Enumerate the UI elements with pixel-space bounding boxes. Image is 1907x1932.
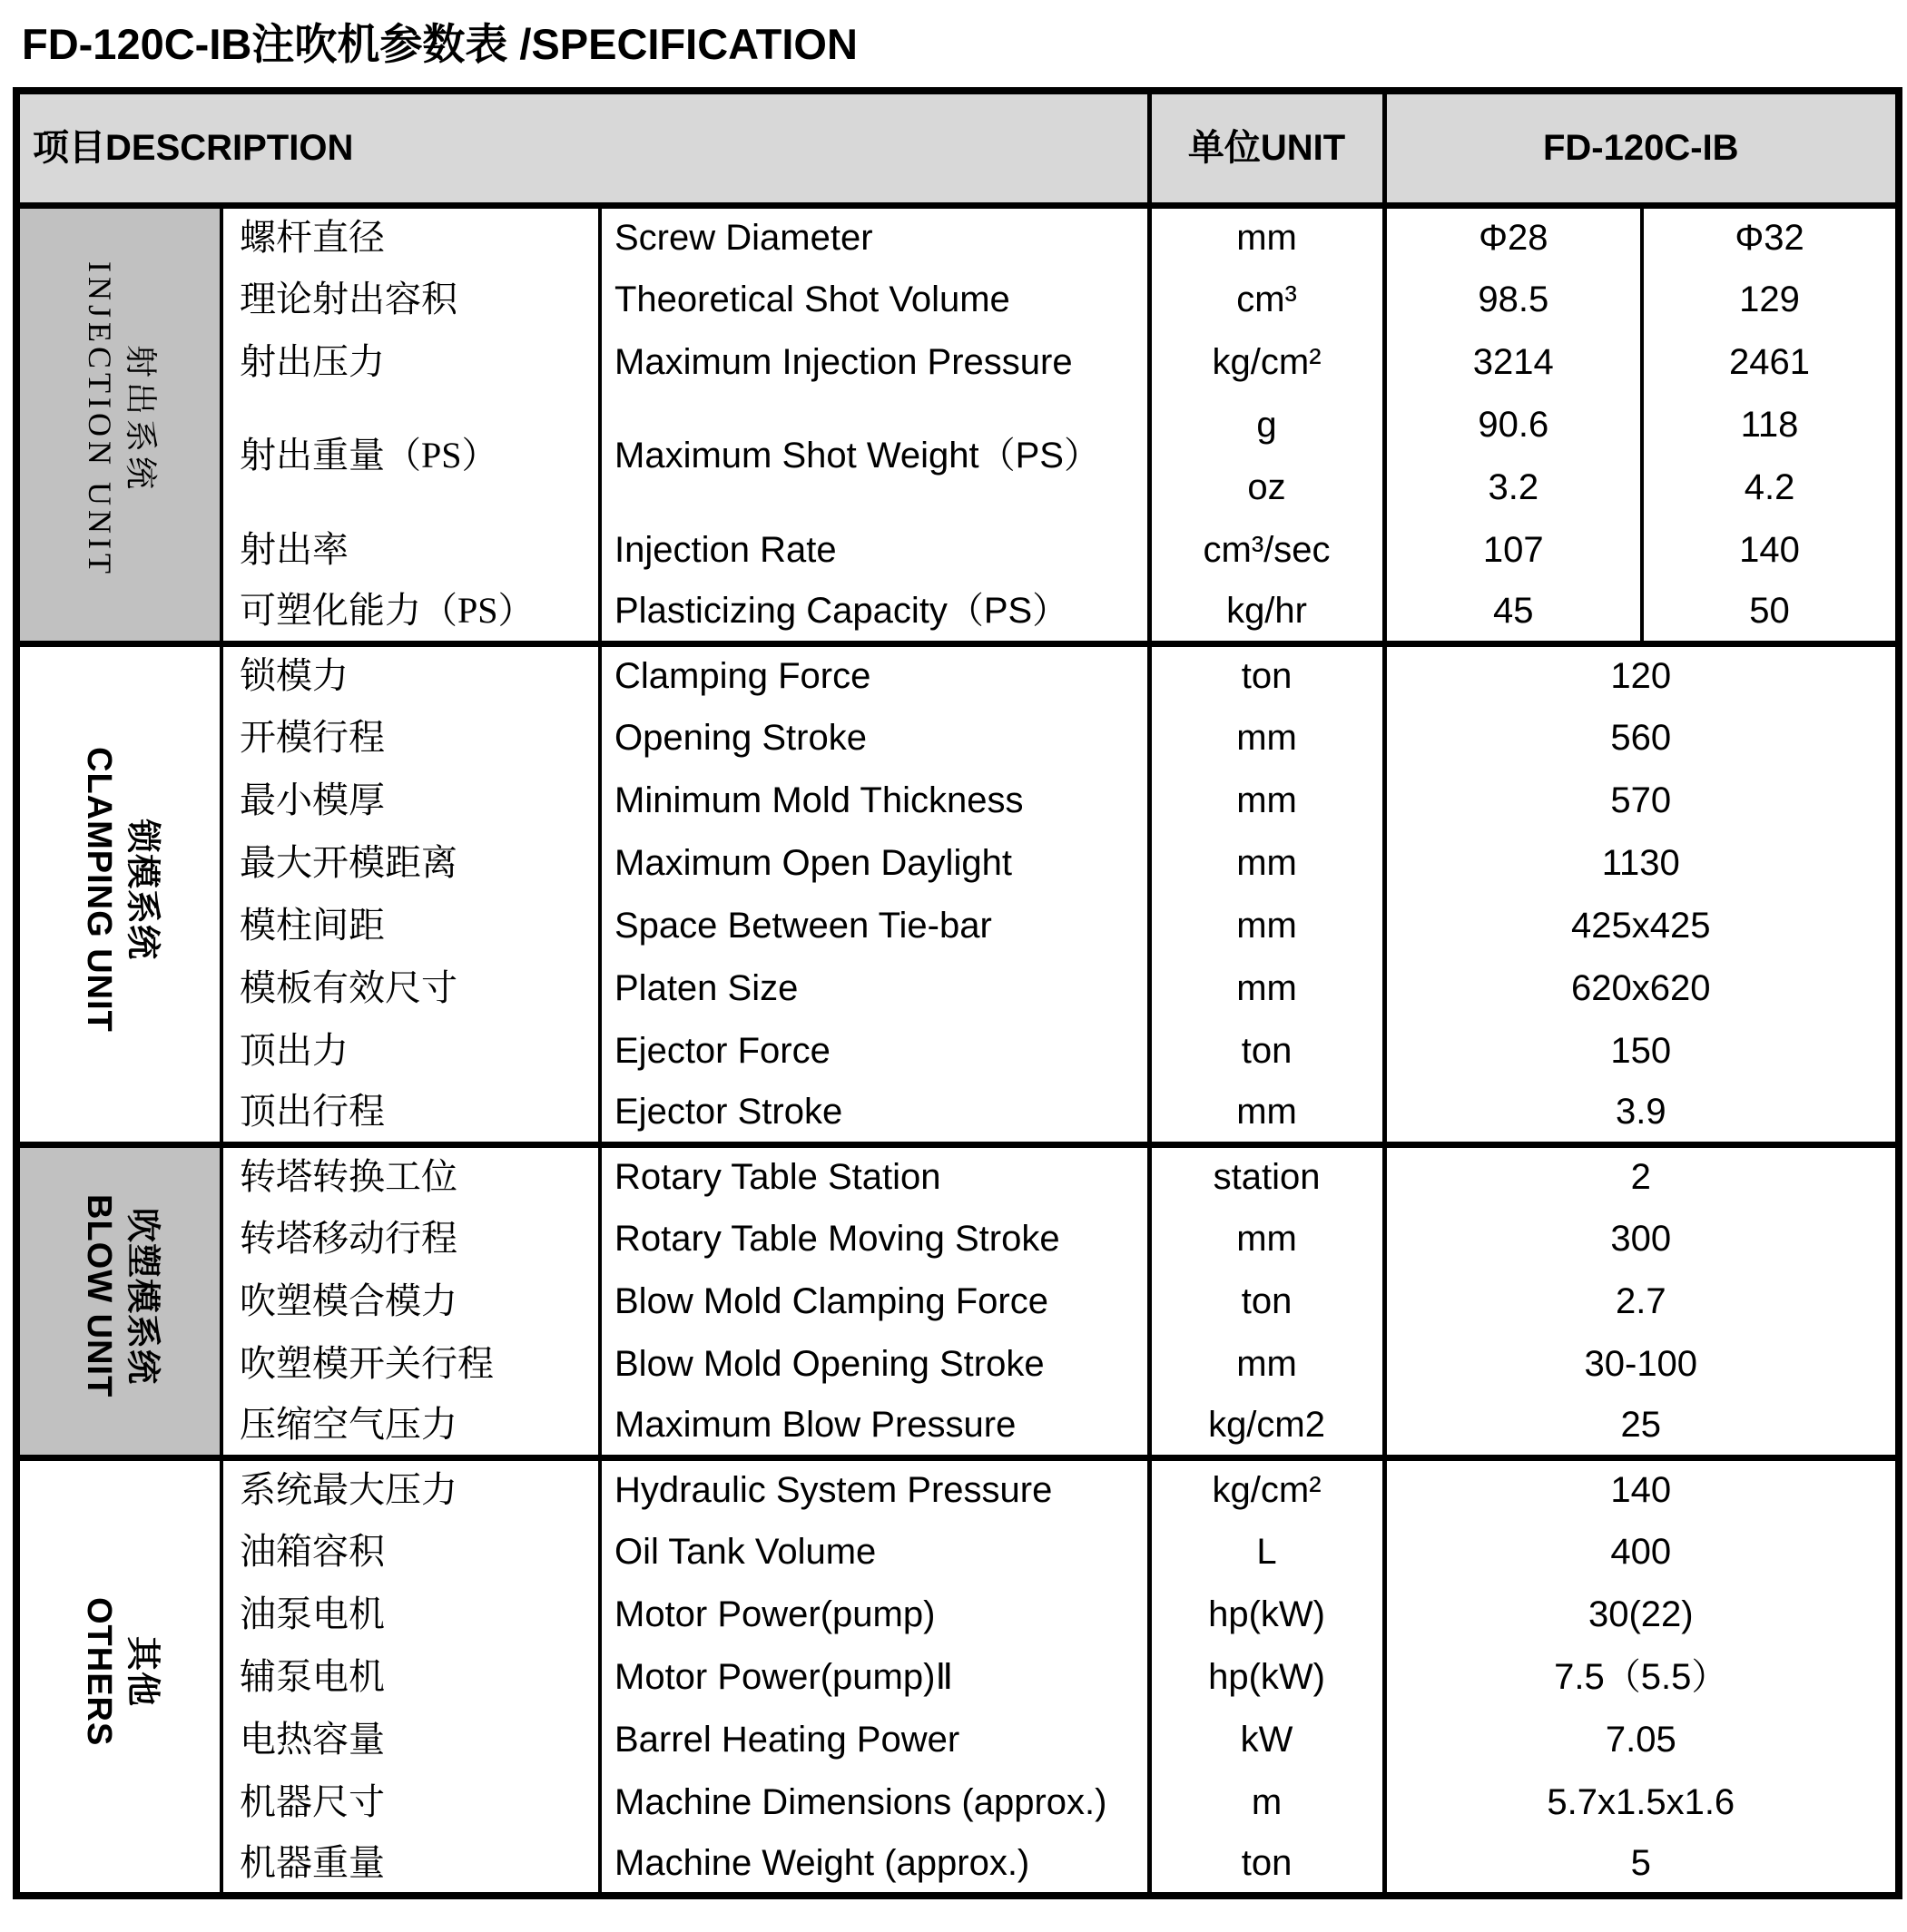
value-cell: 7.05: [1384, 1708, 1899, 1770]
desc-cn-cell: 压缩空气压力: [221, 1395, 600, 1457]
value-cell-28: 107: [1384, 518, 1642, 581]
desc-en-cell: Ejector Force: [600, 1019, 1149, 1082]
table-row: [16, 1645, 1899, 1708]
table-row: [16, 894, 1899, 956]
desc-cn-cell: 锁模力: [221, 643, 600, 706]
unit-cell: hp(kW): [1149, 1645, 1384, 1708]
desc-en-cell: Maximum Injection Pressure: [600, 330, 1149, 393]
desc-cn-cell: 机器尺寸: [221, 1770, 600, 1833]
table-row: [16, 205, 1899, 268]
value-cell: 5: [1384, 1833, 1899, 1896]
section-label-cn: 其他: [123, 1636, 162, 1708]
desc-cn-cell: 油箱容积: [221, 1520, 600, 1583]
desc-en-cell: Motor Power(pump)Ⅱ: [600, 1645, 1149, 1708]
value-cell: 150: [1384, 1019, 1899, 1082]
value-cell-32: 140: [1642, 518, 1899, 581]
desc-cn-cell: 射出重量（PS）: [221, 393, 600, 518]
value-cell-32: Φ32: [1642, 205, 1899, 268]
unit-cell: mm: [1149, 956, 1384, 1019]
desc-en-cell: Maximum Open Daylight: [600, 831, 1149, 894]
desc-en-cell: Hydraulic System Pressure: [600, 1457, 1149, 1520]
desc-en-cell: Machine Weight (approx.): [600, 1833, 1149, 1896]
unit-cell: oz: [1149, 456, 1384, 518]
desc-en-cell: Platen Size: [600, 956, 1149, 1019]
desc-cn-cell: 可塑化能力（PS）: [221, 581, 600, 643]
table-row: [16, 1457, 1899, 1520]
section-label-cn: 射出系统: [123, 345, 159, 495]
value-cell: 2.7: [1384, 1270, 1899, 1332]
desc-cn-cell: 转塔转换工位: [221, 1144, 600, 1207]
desc-cn-cell: 油泵电机: [221, 1583, 600, 1645]
value-cell-32: 50: [1642, 581, 1899, 643]
value-cell-28: 45: [1384, 581, 1642, 643]
desc-cn-cell: 顶出力: [221, 1019, 600, 1082]
table-row: [16, 956, 1899, 1019]
value-cell: 570: [1384, 769, 1899, 831]
header-description: 项目DESCRIPTION: [16, 91, 1149, 205]
desc-en-cell: Oil Tank Volume: [600, 1520, 1149, 1583]
header-unit: 单位UNIT: [1149, 91, 1384, 205]
section-label-vertical-text: [77, 1194, 163, 1398]
desc-en-cell: Injection Rate: [600, 518, 1149, 581]
desc-cn-cell: 电热容量: [221, 1708, 600, 1770]
unit-cell: kg/cm²: [1149, 330, 1384, 393]
section-label-others: [16, 1457, 221, 1896]
table-row: [16, 1583, 1899, 1645]
table-row: [16, 330, 1899, 393]
desc-cn-cell: 理论射出容积: [221, 268, 600, 330]
section-label-blow-unit: [16, 1144, 221, 1457]
value-cell: 560: [1384, 706, 1899, 769]
section-label-clamping-unit: [16, 643, 221, 1144]
section-label-en: BLOW UNIT: [80, 1194, 118, 1398]
value-cell-32: 2461: [1642, 330, 1899, 393]
value-cell: 620x620: [1384, 956, 1899, 1019]
desc-cn-cell: 射出率: [221, 518, 600, 581]
value-cell-28: Φ28: [1384, 205, 1642, 268]
table-row: [16, 1770, 1899, 1833]
table-row: [16, 1395, 1899, 1457]
value-cell: 30-100: [1384, 1332, 1899, 1395]
desc-cn-cell: 辅泵电机: [221, 1645, 600, 1708]
unit-cell: cm³: [1149, 268, 1384, 330]
unit-cell: mm: [1149, 769, 1384, 831]
section-label-cn: 吹塑模系统: [123, 1207, 162, 1385]
section-label-en: INJECTION UNIT: [82, 261, 118, 578]
desc-cn-cell: 转塔移动行程: [221, 1207, 600, 1270]
table-row: [16, 518, 1899, 581]
value-cell-32: 129: [1642, 268, 1899, 330]
desc-en-cell: Ejector Stroke: [600, 1082, 1149, 1144]
unit-cell: m: [1149, 1770, 1384, 1833]
unit-cell: g: [1149, 393, 1384, 456]
desc-en-cell: Blow Mold Clamping Force: [600, 1270, 1149, 1332]
desc-cn-cell: 开模行程: [221, 706, 600, 769]
table-row: [16, 1520, 1899, 1583]
value-cell-28: 3.2: [1384, 456, 1642, 518]
value-cell: 2: [1384, 1144, 1899, 1207]
value-cell: 30(22): [1384, 1583, 1899, 1645]
table-row: [16, 769, 1899, 831]
value-cell: 3.9: [1384, 1082, 1899, 1144]
value-cell-28: 3214: [1384, 330, 1642, 393]
unit-cell: mm: [1149, 894, 1384, 956]
value-cell-28: 90.6: [1384, 393, 1642, 456]
desc-en-cell: Maximum Shot Weight（PS）: [600, 393, 1149, 518]
table-row: [16, 393, 1899, 456]
unit-cell: kg/cm²: [1149, 1457, 1384, 1520]
desc-en-cell: Clamping Force: [600, 643, 1149, 706]
section-label-cn: 锁模系统: [123, 818, 162, 960]
table-header-row: [16, 91, 1899, 205]
table-row: [16, 1270, 1899, 1332]
unit-cell: mm: [1149, 706, 1384, 769]
desc-en-cell: Theoretical Shot Volume: [600, 268, 1149, 330]
unit-cell: kW: [1149, 1708, 1384, 1770]
desc-cn-cell: 模板有效尺寸: [221, 956, 600, 1019]
unit-cell: kg/hr: [1149, 581, 1384, 643]
desc-cn-cell: 螺杆直径: [221, 205, 600, 268]
table-row: [16, 1207, 1899, 1270]
unit-cell: cm³/sec: [1149, 518, 1384, 581]
table-row: [16, 1144, 1899, 1207]
table-row: [16, 831, 1899, 894]
section-label-injection-unit: [16, 205, 221, 643]
unit-cell: mm: [1149, 1082, 1384, 1144]
table-row: [16, 1833, 1899, 1896]
desc-en-cell: Plasticizing Capacity（PS）: [600, 581, 1149, 643]
value-cell: 5.7x1.5x1.6: [1384, 1770, 1899, 1833]
unit-cell: ton: [1149, 643, 1384, 706]
value-cell: 300: [1384, 1207, 1899, 1270]
unit-cell: ton: [1149, 1270, 1384, 1332]
desc-cn-cell: 模柱间距: [221, 894, 600, 956]
desc-cn-cell: 顶出行程: [221, 1082, 600, 1144]
desc-en-cell: Maximum Blow Pressure: [600, 1395, 1149, 1457]
desc-cn-cell: 最大开模距离: [221, 831, 600, 894]
unit-cell: mm: [1149, 831, 1384, 894]
table-row: [16, 1708, 1899, 1770]
value-cell-32: 4.2: [1642, 456, 1899, 518]
unit-cell: ton: [1149, 1833, 1384, 1896]
page-title: FD-120C-IB注吹机参数表 /SPECIFICATION: [22, 20, 858, 68]
table-row: [16, 581, 1899, 643]
desc-en-cell: Opening Stroke: [600, 706, 1149, 769]
value-cell: 120: [1384, 643, 1899, 706]
desc-en-cell: Minimum Mold Thickness: [600, 769, 1149, 831]
section-label-vertical-text: [77, 747, 163, 1033]
specification-table: [13, 87, 1902, 1899]
desc-en-cell: Blow Mold Opening Stroke: [600, 1332, 1149, 1395]
unit-cell: mm: [1149, 1207, 1384, 1270]
unit-cell: ton: [1149, 1019, 1384, 1082]
desc-cn-cell: 射出压力: [221, 330, 600, 393]
desc-cn-cell: 机器重量: [221, 1833, 600, 1896]
value-cell-32: 118: [1642, 393, 1899, 456]
desc-en-cell: Machine Dimensions (approx.): [600, 1770, 1149, 1833]
desc-en-cell: Screw Diameter: [600, 205, 1149, 268]
table-row: [16, 1019, 1899, 1082]
desc-cn-cell: 吹塑模开关行程: [221, 1332, 600, 1395]
unit-cell: L: [1149, 1520, 1384, 1583]
unit-cell: hp(kW): [1149, 1583, 1384, 1645]
section-label-en: OTHERS: [80, 1597, 118, 1747]
desc-cn-cell: 吹塑模合模力: [221, 1270, 600, 1332]
unit-cell: mm: [1149, 1332, 1384, 1395]
value-cell: 1130: [1384, 831, 1899, 894]
section-label-vertical-text: [77, 1597, 163, 1746]
desc-en-cell: Rotary Table Moving Stroke: [600, 1207, 1149, 1270]
header-model: FD-120C-IB: [1384, 91, 1899, 205]
section-label-vertical-text: [79, 261, 161, 578]
table-row: [16, 1082, 1899, 1144]
unit-cell: mm: [1149, 205, 1384, 268]
section-label-en: CLAMPING UNIT: [80, 746, 118, 1033]
value-cell: 140: [1384, 1457, 1899, 1520]
desc-en-cell: Space Between Tie-bar: [600, 894, 1149, 956]
table-row: [16, 706, 1899, 769]
value-cell: 425x425: [1384, 894, 1899, 956]
table-row: [16, 643, 1899, 706]
value-cell: 400: [1384, 1520, 1899, 1583]
desc-cn-cell: 系统最大压力: [221, 1457, 600, 1520]
value-cell: 25: [1384, 1395, 1899, 1457]
desc-en-cell: Motor Power(pump): [600, 1583, 1149, 1645]
value-cell: 7.5（5.5）: [1384, 1645, 1899, 1708]
unit-cell: kg/cm2: [1149, 1395, 1384, 1457]
table-row: [16, 1332, 1899, 1395]
value-cell-28: 98.5: [1384, 268, 1642, 330]
desc-en-cell: Barrel Heating Power: [600, 1708, 1149, 1770]
unit-cell: station: [1149, 1144, 1384, 1207]
desc-en-cell: Rotary Table Station: [600, 1144, 1149, 1207]
table-row: [16, 268, 1899, 330]
desc-cn-cell: 最小模厚: [221, 769, 600, 831]
